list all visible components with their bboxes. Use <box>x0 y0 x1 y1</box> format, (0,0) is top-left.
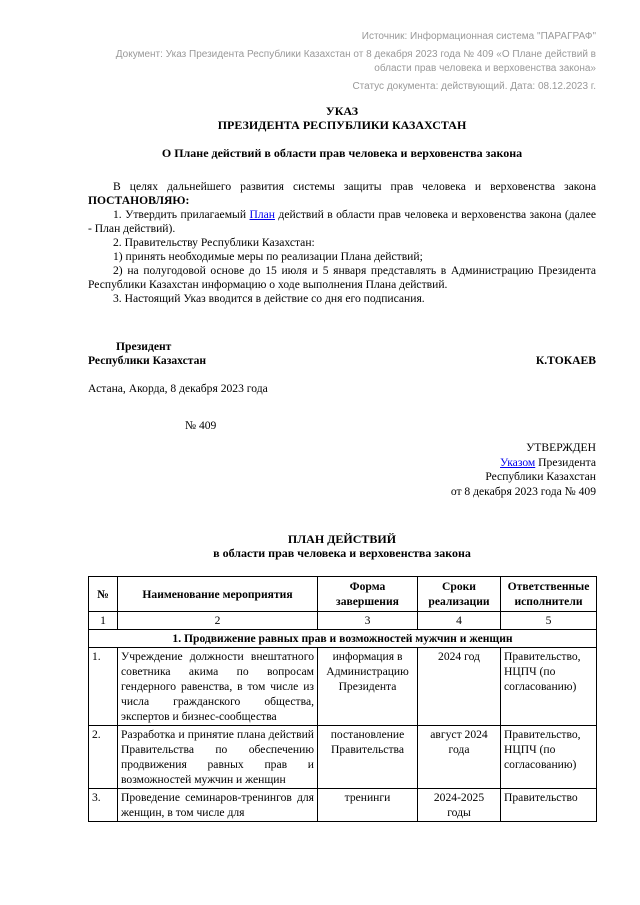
column-number-row <box>89 612 597 630</box>
document-title-line1: УКАЗ <box>325 104 359 118</box>
row-responsible: Правительство, НЦПЧ (по согласованию) <box>501 648 597 726</box>
row-term: август 2024 года <box>418 726 501 789</box>
approved-line2-rest: Президента <box>535 455 596 469</box>
paragraph-1-after: действий в области прав человека и верховенства закона (далее - План действий). <box>88 208 596 235</box>
signature-block <box>88 340 596 433</box>
plan-title-line2: в области прав человека и верховенства закона <box>213 546 471 560</box>
row-activity: Разработка и принятие плана действий Правительства по обеспечению продвижения равных прав и возможностей мужчин и женщин <box>118 726 318 789</box>
meta-source: Источник: Информационная система "ПАРАГРАФ" <box>361 31 596 42</box>
plan-link[interactable]: План <box>249 208 275 221</box>
table-row <box>89 726 597 789</box>
meta-header <box>88 30 596 94</box>
table-header-row <box>89 577 597 612</box>
paragraph-2-sub1: 1) принять необходимые меры по реализации Плана действий; <box>113 250 423 263</box>
paragraph-3: 3. Настоящий Указ вводится в действие со дня его подписания. <box>113 292 425 305</box>
decree-link[interactable]: Указом <box>500 455 536 469</box>
section-row <box>89 630 597 648</box>
document-subject: О Плане действий в области прав человека и верховенства закона <box>161 146 523 160</box>
signer-post-line2: Республики Казахстан <box>88 354 207 367</box>
header-number: № <box>89 577 118 612</box>
document-title-line2: ПРЕЗИДЕНТА РЕСПУБЛИКИ КАЗАХСТАН <box>217 118 467 132</box>
column-number-1: 1 <box>89 612 118 630</box>
column-number-4: 4 <box>418 612 501 630</box>
action-plan-table <box>88 576 597 822</box>
row-form: постановление Правительства <box>318 726 418 789</box>
row-form: тренинги <box>318 789 418 822</box>
column-number-3: 3 <box>318 612 418 630</box>
header-activity: Наименование мероприятия <box>118 577 318 612</box>
signer-name: К.ТОКАЕВ <box>535 354 596 367</box>
row-term: 2024 год <box>418 648 501 726</box>
row-activity: Проведение семинаров-тренингов для женщин, в том числе для <box>118 789 318 822</box>
row-responsible: Правительство, НЦПЧ (по согласованию) <box>501 726 597 789</box>
approved-line2 <box>88 456 596 471</box>
paragraph-2: 2. Правительству Республики Казахстан: <box>113 236 315 249</box>
approved-line4: от 8 декабря 2023 года № 409 <box>450 484 596 498</box>
row-responsible: Правительство <box>501 789 597 822</box>
intro-paragraph: В целях дальнейшего развития системы защиты прав человека и верховенства закона <box>113 180 596 193</box>
row-number: 2. <box>89 726 118 789</box>
section-title: 1. Продвижение равных прав и возможностей мужчин и женщин <box>89 630 597 648</box>
row-term: 2024-2025 годы <box>418 789 501 822</box>
approved-line3: Республики Казахстан <box>485 470 596 483</box>
header-form: Форма завершения <box>318 577 418 612</box>
plan-title <box>88 532 596 560</box>
plan-title-line1: ПЛАН ДЕЙСТВИЙ <box>287 532 397 546</box>
row-form: информация в Администрацию Президента <box>318 648 418 726</box>
decree-number: № 409 <box>185 419 217 432</box>
column-number-2: 2 <box>118 612 318 630</box>
signer-post-line1: Президент <box>116 340 172 353</box>
column-number-5: 5 <box>501 612 597 630</box>
paragraph-1 <box>88 208 596 236</box>
resolve-word: ПОСТАНОВЛЯЮ: <box>88 194 190 207</box>
meta-status: Статус документа: действующий. Дата: 08.12.2023 г. <box>352 81 596 92</box>
header-term: Сроки реализации <box>418 577 501 612</box>
paragraph-2-sub2: 2) на полугодовой основе до 15 июля и 5 января представлять в Администрацию Президента Республики Казахстан информацию о ходе выполнения Плана действий. <box>88 264 596 291</box>
row-activity: Учреждение должности внештатного советника акима по вопросам гендерного равенства, в том числе из числа гражданского общества, экспертов и бизнес-сообщества <box>118 648 318 726</box>
signature-row <box>88 354 596 368</box>
row-number: 3. <box>89 789 118 822</box>
paragraph-1-before: 1. Утвердить прилагаемый <box>113 208 250 221</box>
table-row <box>89 789 597 822</box>
document-title <box>88 104 596 132</box>
row-number: 1. <box>89 648 118 726</box>
header-responsible: Ответственные исполнители <box>501 577 597 612</box>
approved-line1: УТВЕРЖДЕН <box>526 441 596 454</box>
approved-block <box>88 441 596 499</box>
document-body <box>88 180 596 306</box>
table-row <box>89 648 597 726</box>
meta-document: Документ: Указ Президента Республики Казахстан от 8 декабря 2023 года № 409 «О Плане действий в области прав человека и верховенства закона» <box>115 49 596 74</box>
signature-place-date: Астана, Акорда, 8 декабря 2023 года <box>88 382 268 395</box>
